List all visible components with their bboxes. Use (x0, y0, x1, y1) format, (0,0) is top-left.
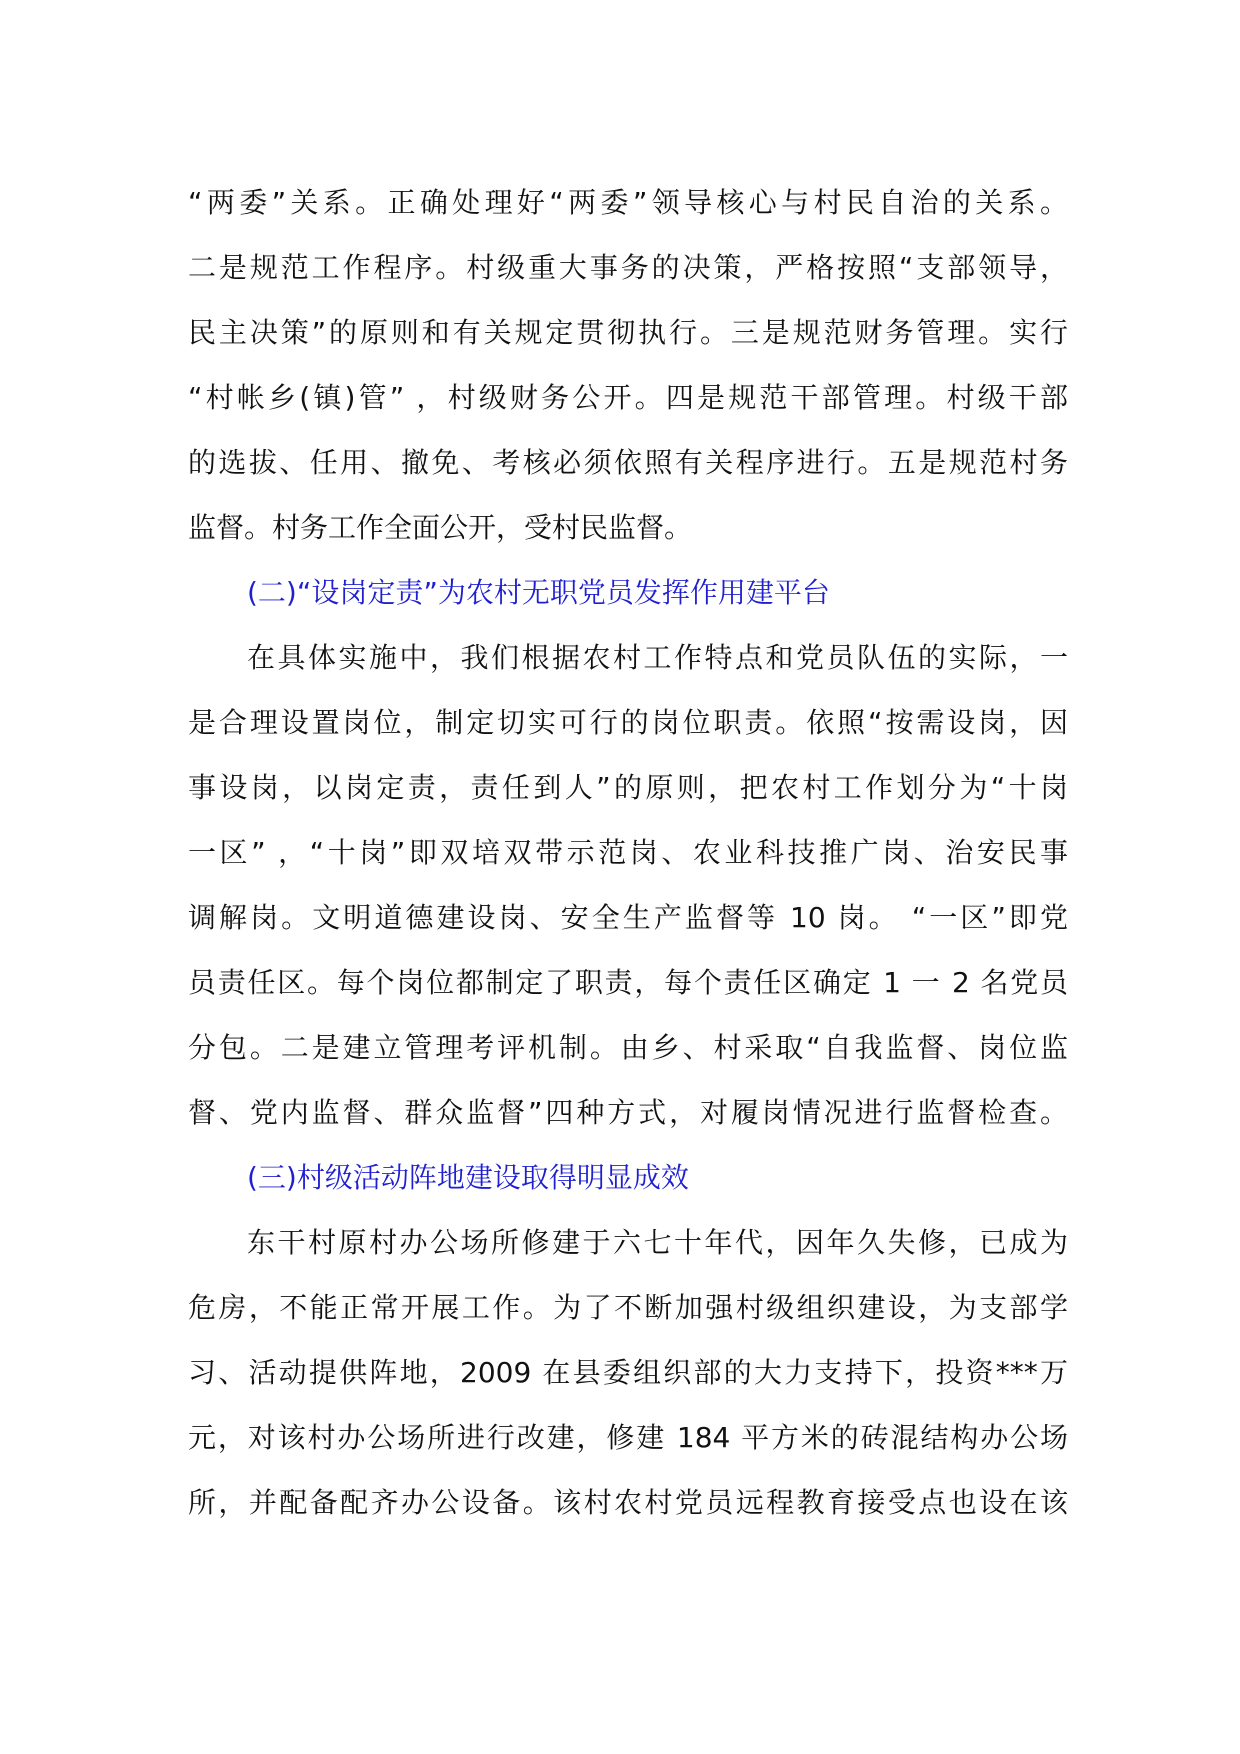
text-line: 民主决策”的原则和有关规定贯彻执行。三是规范财务管理。实行 (188, 316, 1068, 349)
document-body (188, 170, 1068, 1535)
text-line: “村帐乡(镇)管” ，村级财务公开。四是规范干部管理。村级干部 (188, 381, 1068, 414)
text-line: 员责任区。每个岗位都制定了职责，每个责任区确定 1 一 2 名党员 (188, 966, 1068, 999)
text-line: 东干村原村办公场所修建于六七十年代，因年久失修，已成为 (247, 1226, 1068, 1259)
section-heading: (三)村级活动阵地建设取得明显成效 (247, 1161, 689, 1194)
text-line: 的选拔、任用、撤免、考核必须依照有关程序进行。五是规范村务 (188, 446, 1068, 479)
text-line: 事设岗，以岗定责，责任到人”的原则，把农村工作划分为“十岗 (188, 771, 1068, 804)
text-line: 是合理设置岗位，制定切实可行的岗位职责。依照“按需设岗，因 (188, 706, 1068, 739)
text-line: 在具体实施中，我们根据农村工作特点和党员队伍的实际，一 (247, 641, 1068, 674)
text-line: 监督。村务工作全面公开，受村民监督。 (188, 511, 693, 544)
text-line: 分包。二是建立管理考评机制。由乡、村采取“自我监督、岗位监 (188, 1031, 1068, 1064)
text-line: “两委”关系。正确处理好“两委”领导核心与村民自治的关系。 (188, 186, 1068, 219)
section-heading: (二)“设岗定责”为农村无职党员发挥作用建平台 (247, 576, 830, 609)
text-line: 二是规范工作程序。村级重大事务的决策，严格按照“支部领导， (188, 251, 1068, 284)
text-line: 危房，不能正常开展工作。为了不断加强村级组织建设，为支部学 (188, 1291, 1068, 1324)
text-line: 督、党内监督、群众监督”四种方式，对履岗情况进行监督检查。 (188, 1096, 1068, 1129)
text-line: 元，对该村办公场所进行改建，修建 184 平方米的砖混结构办公场 (188, 1421, 1068, 1454)
text-line: 调解岗。文明道德建设岗、安全生产监督等 10 岗。 “一区”即党 (188, 901, 1068, 934)
text-line: 习、活动提供阵地，2009 在县委组织部的大力支持下，投资***万 (188, 1356, 1068, 1389)
text-line: 一区” ，“十岗”即双培双带示范岗、农业科技推广岗、治安民事 (188, 836, 1068, 869)
text-line: 所，并配备配齐办公设备。该村农村党员远程教育接受点也设在该 (188, 1486, 1068, 1519)
